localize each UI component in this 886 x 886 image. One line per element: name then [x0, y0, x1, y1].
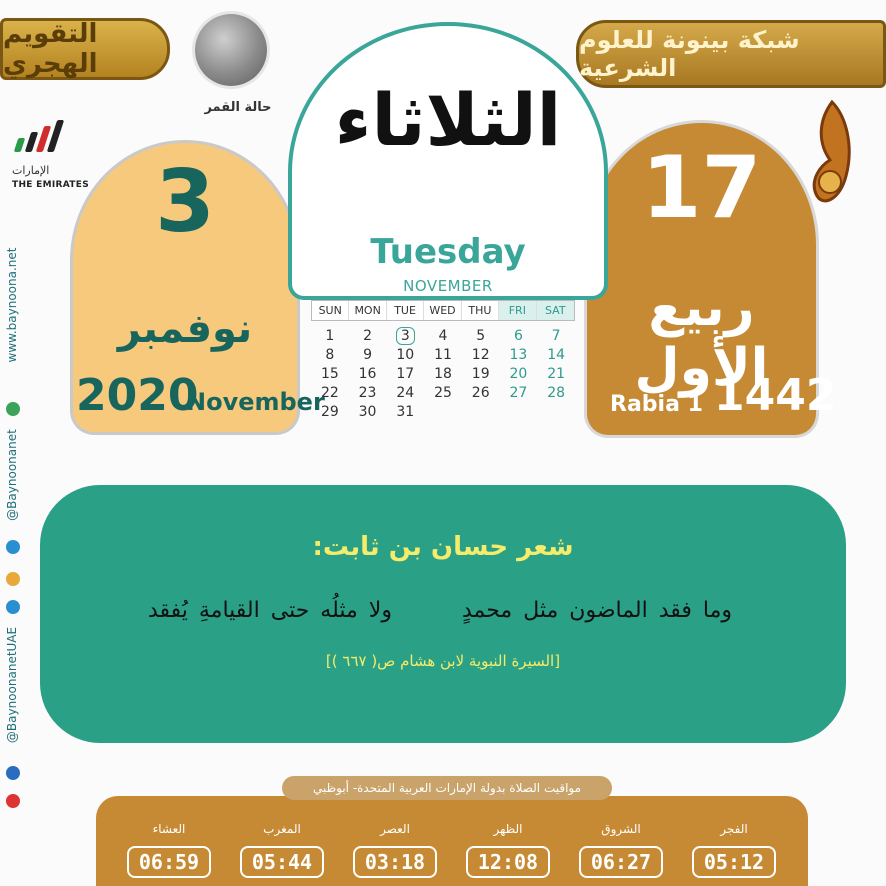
telegram-icon[interactable] [6, 540, 20, 554]
calendar-days-grid [311, 327, 575, 421]
brand-left-text: التقويم الهجري [3, 19, 98, 79]
calendar-day: 26 [471, 385, 490, 401]
hijri-month-arabic: ربيع الأول [634, 278, 769, 398]
calendar-day: 6 [513, 328, 523, 344]
poem-verse [90, 598, 790, 623]
calendar-day: 24 [396, 385, 415, 401]
prayer-name: الفجر [720, 822, 748, 836]
facebook-icon[interactable] [6, 766, 20, 780]
prayer-name: العشاء [152, 822, 186, 836]
prayer-time: 03:18 [353, 846, 437, 878]
poem-source: [السيرة النبوية لابن هشام ص( ٦٦٧ )] [325, 652, 561, 670]
whatsapp-icon[interactable] [6, 402, 20, 416]
calendar-weekday-wed: WED [424, 301, 461, 320]
calendar-day: 2 [363, 328, 373, 344]
handle-link-1[interactable]: @Baynoonanet [5, 429, 19, 521]
calendar-day: 12 [471, 347, 490, 363]
calendar-weekday-tue: TUE [387, 301, 424, 320]
calendar-weekday-thu: THU [462, 301, 499, 320]
prayer-times-heading: مواقيت الصلاة بدولة الإمارات العربية المتحدة- أبوظبي [282, 776, 612, 800]
poem-verse-right: وما فقد الماضون مثل محمدٍ [461, 598, 733, 623]
baynoona-network-banner [576, 20, 886, 88]
poem-verse-left: ولا مثلُه حتى القيامةِ يُفقد [147, 598, 392, 623]
calendar-day: 28 [547, 385, 566, 401]
calendar-day: 3 [386, 327, 424, 345]
calendar-day: 9 [363, 347, 373, 363]
prayer-time: 06:59 [127, 846, 211, 878]
calendar-month-label: NOVEMBER [403, 277, 493, 295]
calendar-day: 21 [547, 366, 566, 382]
calendar-day: 14 [547, 347, 566, 363]
calendar-header-row [311, 300, 575, 321]
hijri-calendar-banner [0, 18, 170, 80]
weekday-arabic: الثلاثاء [334, 78, 562, 162]
calendar-day: 1 [325, 328, 335, 344]
hijri-year: 1442 [714, 370, 837, 421]
calendar-day: 11 [434, 347, 452, 363]
prayer-name: الشروق [601, 822, 641, 836]
calendar-day: 22 [320, 385, 339, 401]
weekday-english: Tuesday [370, 232, 526, 272]
twitter-icon[interactable] [6, 600, 20, 614]
calendar-day: 27 [509, 385, 528, 401]
gregorian-year: 2020 [76, 370, 199, 421]
prayer-time-item [123, 822, 215, 878]
prayer-time: 05:12 [692, 846, 776, 878]
prayer-time-item [462, 822, 554, 878]
prayer-time: 05:44 [240, 846, 324, 878]
gregorian-month-english: November [186, 388, 325, 416]
brand-right-text: شبكة بينونة للعلوم الشرعية [579, 26, 800, 82]
prayer-time-item [349, 822, 441, 878]
month-calendar [311, 300, 575, 421]
calendar-day: 19 [471, 366, 490, 382]
calendar-day: 10 [396, 347, 415, 363]
prayer-time: 12:08 [466, 846, 550, 878]
prayer-name: المغرب [263, 822, 301, 836]
calendar-day: 8 [325, 347, 335, 363]
calendar-day: 30 [358, 404, 377, 420]
gregorian-day: 3 [155, 152, 215, 252]
calligraphy-emblem-icon [806, 96, 858, 214]
moon-phase-label: حالة القمر [204, 100, 272, 115]
moon-phase-icon [195, 14, 267, 86]
youtube-icon[interactable] [6, 794, 20, 808]
calendar-weekday-mon: MON [349, 301, 386, 320]
calendar-day: 16 [358, 366, 377, 382]
prayer-time-item [575, 822, 667, 878]
hijri-day: 17 [641, 138, 762, 238]
calendar-day: 7 [551, 328, 561, 344]
snapchat-icon[interactable] [6, 572, 20, 586]
calendar-day: 15 [320, 366, 339, 382]
poem-title: شعر حسان بن ثابت: [312, 532, 574, 562]
calendar-day: 4 [438, 328, 448, 344]
website-link[interactable]: www.baynoona.net [5, 247, 19, 363]
prayer-time-item [236, 822, 328, 878]
calendar-day: 5 [476, 328, 486, 344]
calendar-day: 31 [396, 404, 415, 420]
calendar-weekday-fri: FRI [499, 301, 536, 320]
calendar-day: 29 [320, 404, 339, 420]
prayer-time-item [688, 822, 780, 878]
calendar-weekday-sun: SUN [312, 301, 349, 320]
calendar-day: 17 [396, 366, 415, 382]
calendar-day: 13 [509, 347, 528, 363]
prayer-name: العصر [380, 822, 410, 836]
hijri-month-english: Rabia 1 [610, 392, 703, 417]
calendar-day: 23 [358, 385, 377, 401]
uae-arabic-label: الإمارات [12, 164, 50, 177]
calendar-day: 20 [509, 366, 528, 382]
prayer-time: 06:27 [579, 846, 663, 878]
uae-english-label: THE EMIRATES [12, 180, 89, 190]
calendar-day: 25 [434, 385, 452, 401]
calendar-weekday-sat: SAT [537, 301, 574, 320]
prayer-name: الظهر [493, 822, 523, 836]
handle-link-2[interactable]: @BaynoonanetUAE [5, 626, 19, 744]
calendar-day: 18 [434, 366, 452, 382]
gregorian-month-arabic: نوفمبر [117, 306, 253, 352]
